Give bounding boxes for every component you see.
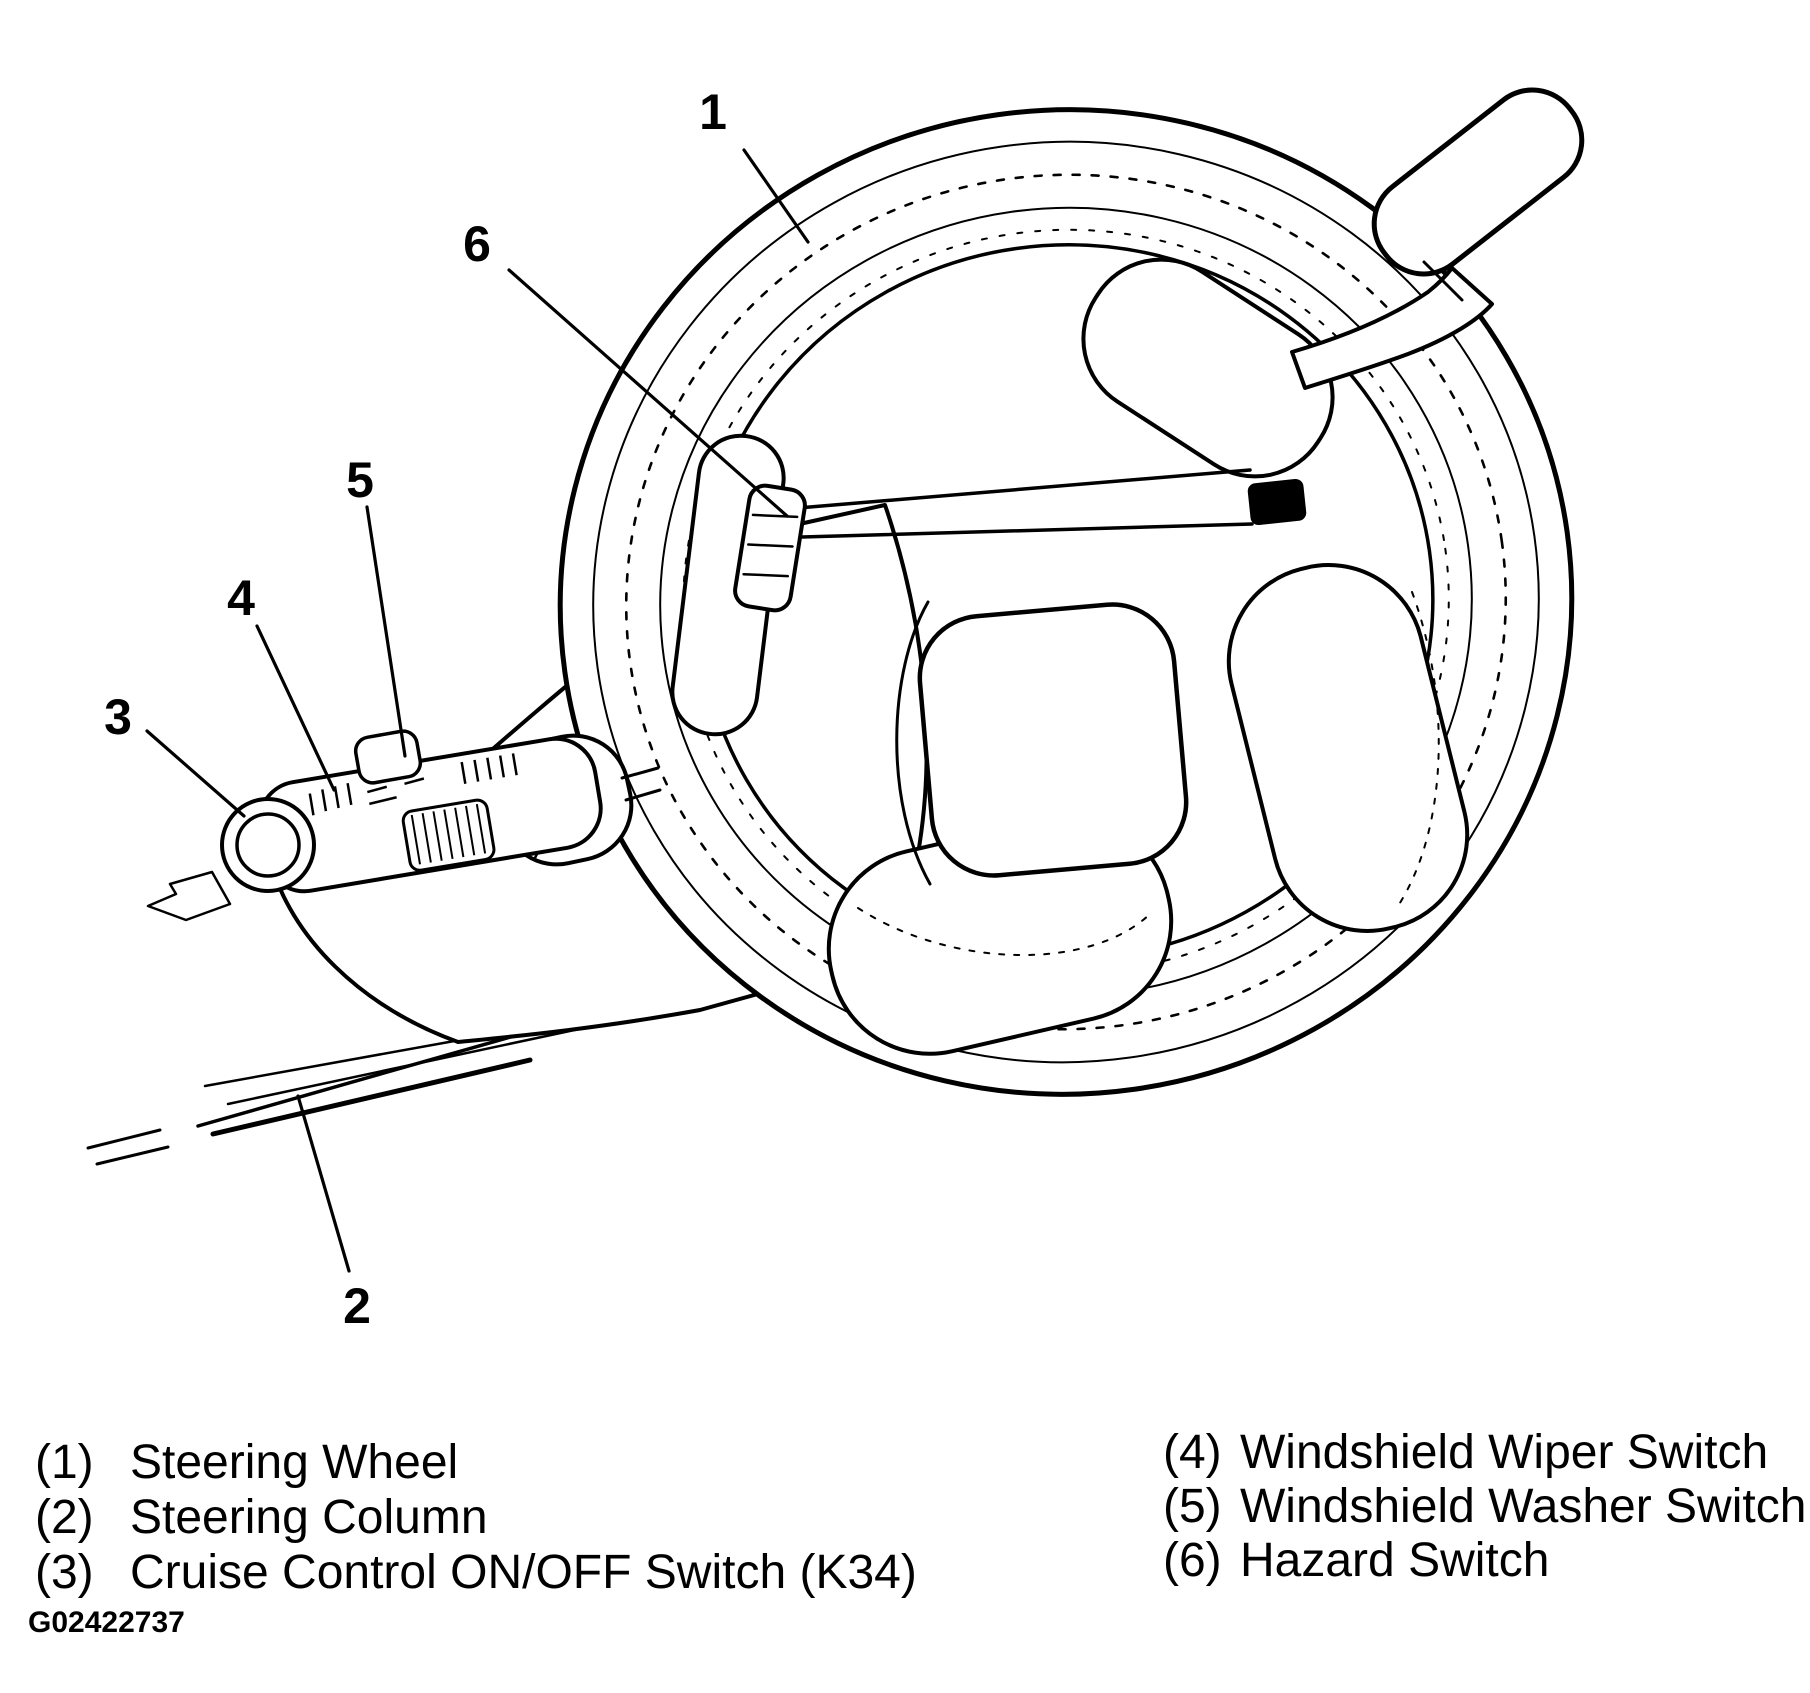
legend-num-3: (3) [35, 1546, 94, 1599]
stalk-lower-bracket [148, 872, 230, 920]
stalk-ribbed-band [402, 799, 496, 872]
legend-label-2: Steering Column [130, 1491, 488, 1544]
brace-end-switch-block [1247, 478, 1307, 526]
cruise-switch-dial [237, 814, 299, 876]
legend-num-1: (1) [35, 1436, 94, 1489]
shift-lever-knob [1355, 71, 1601, 293]
leader-5 [367, 507, 405, 756]
leader-2 [298, 1096, 349, 1271]
callout-4: 4 [227, 570, 255, 626]
callout-3: 3 [104, 689, 132, 745]
legend [35, 1426, 1806, 1599]
callout-6: 6 [463, 216, 491, 272]
legend-label-1: Steering Wheel [130, 1436, 459, 1489]
legend-num-6: (6) [1163, 1534, 1222, 1587]
legend-label-6: Hazard Switch [1240, 1534, 1550, 1587]
callout-1: 1 [699, 84, 727, 140]
legend-num-2: (2) [35, 1491, 94, 1544]
legend-num-4: (4) [1163, 1426, 1222, 1479]
leader-3 [147, 731, 244, 816]
washer-switch-slider [353, 729, 422, 785]
callout-5: 5 [346, 452, 374, 508]
legend-label-3: Cruise Control ON/OFF Switch (K34) [130, 1546, 917, 1599]
callout-2: 2 [343, 1278, 371, 1334]
legend-num-5: (5) [1163, 1480, 1222, 1533]
center-pad [897, 599, 1192, 884]
leader-4 [257, 626, 334, 790]
legend-label-5: Windshield Washer Switch [1240, 1480, 1807, 1533]
legend-label-4: Windshield Wiper Switch [1240, 1426, 1769, 1479]
figure-id: G02422737 [28, 1606, 185, 1639]
pad-outline [915, 599, 1192, 880]
